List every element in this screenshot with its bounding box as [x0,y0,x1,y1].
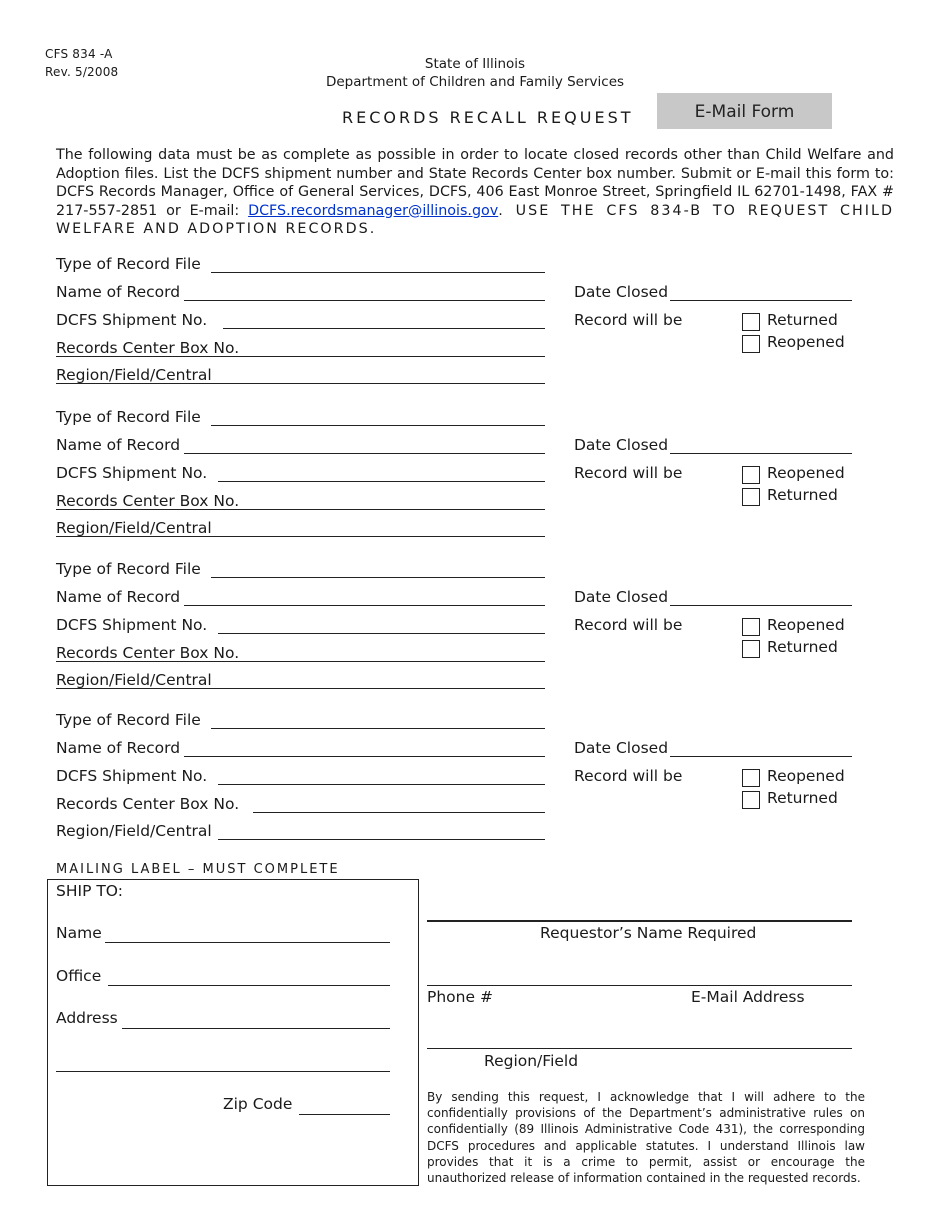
name-of-record-label: Name of Record [56,588,181,606]
dcfs-shipment-no-field[interactable] [218,633,545,634]
type-of-record-field[interactable] [211,577,545,578]
dcfs-shipment-no-field[interactable] [218,784,545,785]
record-option-2-label: Returned [767,789,838,807]
dcfs-shipment-no-label: DCFS Shipment No. [56,616,208,634]
records-manager-email-link[interactable]: DCFS.recordsmanager@illinois.gov [248,202,499,219]
form-number: CFS 834 -A [45,47,113,61]
revision-date: Rev. 5/2008 [45,65,119,79]
type-of-record-field[interactable] [211,728,545,729]
region-field-central-label: Region/Field/Central [56,366,212,384]
record-will-be-label: Record will be [574,767,683,785]
requestor-name-label: Requestor’s Name Required [540,924,757,942]
records-center-box-no-label: Records Center Box No. [56,339,240,357]
records-center-box-no-field[interactable] [56,661,545,662]
type-of-record-field[interactable] [211,425,545,426]
record-option-1-checkbox[interactable] [742,769,760,787]
dcfs-shipment-no-label: DCFS Shipment No. [56,464,208,482]
record-option-1-checkbox[interactable] [742,313,760,331]
page-title: RECORDS RECALL REQUEST [342,108,634,127]
dcfs-shipment-no-field[interactable] [218,481,545,482]
dcfs-shipment-no-label: DCFS Shipment No. [56,767,208,785]
ship-address-line-2-field[interactable] [56,1071,390,1072]
date-closed-field[interactable] [670,756,852,757]
confidentiality-disclaimer: By sending this request, I acknowledge that I will adhere to the confidentially provisions of the Department’s administrative rules on confidentially (89 Illinois Administrative Code 431), the corresponding DCFS procedures and applicable statutes. I understand Illinois law provides that it is a crime to permit, assist or encourage the unauthorized release of information contained in the requested records. [427,1090,865,1186]
record-will-be-label: Record will be [574,464,683,482]
name-of-record-label: Name of Record [56,739,181,757]
date-closed-label: Date Closed [574,588,669,606]
records-center-box-no-field[interactable] [56,509,545,510]
ship-name-label: Name [56,924,102,942]
name-of-record-field[interactable] [184,756,545,757]
record-option-1-label: Reopened [767,616,845,634]
type-of-record-label: Type of Record File [56,560,201,578]
requestor-name-field[interactable] [427,920,852,922]
name-of-record-label: Name of Record [56,436,181,454]
mailing-label-box [47,879,419,1186]
record-option-1-label: Reopened [767,767,845,785]
email-address-label: E-Mail Address [691,988,805,1006]
date-closed-label: Date Closed [574,436,669,454]
type-of-record-field[interactable] [211,272,545,273]
record-option-1-label: Returned [767,311,838,329]
region-field-central-label: Region/Field/Central [56,519,212,537]
ship-office-field[interactable] [108,985,390,986]
region-field-central-field[interactable] [56,688,545,689]
mailing-label-heading: MAILING LABEL – MUST COMPLETE [56,862,340,877]
ship-name-field[interactable] [105,942,390,943]
record-option-2-checkbox[interactable] [742,488,760,506]
records-center-box-no-label: Records Center Box No. [56,644,240,662]
record-will-be-label: Record will be [574,616,683,634]
ship-to-label: SHIP TO: [56,882,123,900]
type-of-record-label: Type of Record File [56,711,201,729]
date-closed-label: Date Closed [574,283,669,301]
record-option-2-checkbox[interactable] [742,640,760,658]
record-will-be-label: Record will be [574,311,683,329]
name-of-record-label: Name of Record [56,283,181,301]
date-closed-label: Date Closed [574,739,669,757]
type-of-record-label: Type of Record File [56,255,201,273]
state-name: State of Illinois [424,56,526,72]
record-option-2-checkbox[interactable] [742,791,760,809]
ship-zip-field[interactable] [299,1114,390,1115]
instructions-text: The following data must be as complete as possible in order to locate closed records other than Child Welfare and Adoption files. List the DCFS shipment number and State Records Center box number. Submit or E-mail this form to: DCFS Records Manager, Office of General Services, DCFS, 406 East Monroe Street, Springfield IL 62701-1498, FAX # 217-557-2851 or E-mail: [56,147,894,219]
record-option-2-checkbox[interactable] [742,335,760,353]
requestor-region-label: Region/Field [484,1052,579,1070]
records-center-box-no-field[interactable] [253,812,545,813]
record-option-1-checkbox[interactable] [742,618,760,636]
name-of-record-field[interactable] [184,605,545,606]
records-center-box-no-label: Records Center Box No. [56,492,240,510]
record-option-1-checkbox[interactable] [742,466,760,484]
record-option-1-label: Reopened [767,464,845,482]
name-of-record-field[interactable] [184,300,545,301]
record-option-2-label: Returned [767,486,838,504]
ship-address-field[interactable] [122,1028,390,1029]
ship-zip-label: Zip Code [223,1095,293,1113]
records-center-box-no-field[interactable] [56,356,545,357]
region-field-central-field[interactable] [218,839,545,840]
region-field-central-label: Region/Field/Central [56,822,212,840]
name-of-record-field[interactable] [184,453,545,454]
instructions-paragraph [56,146,894,239]
email-form-button[interactable]: E-Mail Form [657,93,832,129]
department-name: Department of Children and Family Services [325,74,625,90]
date-closed-field[interactable] [670,453,852,454]
ship-address-label: Address [56,1009,118,1027]
ship-office-label: Office [56,967,102,985]
region-field-central-field[interactable] [56,383,545,384]
record-option-2-label: Reopened [767,333,845,351]
record-option-2-label: Returned [767,638,838,656]
date-closed-field[interactable] [670,300,852,301]
dcfs-shipment-no-field[interactable] [223,328,545,329]
dcfs-shipment-no-label: DCFS Shipment No. [56,311,208,329]
phone-label: Phone # [427,988,493,1006]
region-field-central-field[interactable] [56,536,545,537]
requestor-region-field[interactable] [427,1048,852,1049]
instructions-note: . USE THE CFS 834-B TO REQUEST CHILD WELFARE AND ADOPTION RECORDS. [56,202,894,237]
requestor-contact-field[interactable] [427,985,852,986]
type-of-record-label: Type of Record File [56,408,201,426]
region-field-central-label: Region/Field/Central [56,671,212,689]
records-center-box-no-label: Records Center Box No. [56,795,240,813]
date-closed-field[interactable] [670,605,852,606]
